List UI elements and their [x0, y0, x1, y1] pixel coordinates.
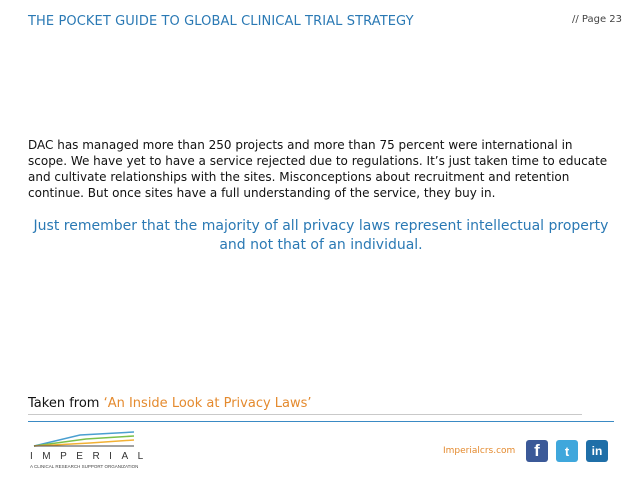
page-title: THE POCKET GUIDE TO GLOBAL CLINICAL TRIAL STRATEGY: [28, 14, 414, 29]
page-number: // Page 23: [571, 14, 622, 25]
logo-tagline: A CLINICAL RESEARCH SUPPORT ORGANIZATION: [30, 464, 139, 469]
facebook-icon[interactable]: f: [526, 440, 548, 462]
website-link[interactable]: Imperialcrs.com: [443, 446, 516, 456]
footer-divider: [28, 414, 582, 415]
imperial-logo: [30, 430, 153, 472]
source-citation: [28, 396, 312, 411]
pull-quote: Just remember that the majority of all privacy laws represent intellectual property and not that of an individual.: [33, 218, 609, 253]
source-prefix: Taken from: [28, 396, 104, 411]
footer-divider-accent: [28, 421, 614, 422]
source-link[interactable]: ‘An Inside Look at Privacy Laws’: [103, 396, 312, 411]
linkedin-icon[interactable]: in: [586, 440, 608, 462]
body-paragraph: DAC has managed more than 250 projects and more than 75 percent were international in scope. We have yet to have a service rejected due to regulations. It’s just taken time to educate and cultivate relationships with the sites. Misconceptions about recruitment and retention continue. But once sites have a full understanding of the service, they buy in.: [28, 138, 608, 200]
twitter-icon[interactable]: t: [556, 440, 578, 462]
logo-wordmark: IMPERIAL: [30, 451, 153, 462]
imperial-logo-icon: [30, 430, 138, 450]
